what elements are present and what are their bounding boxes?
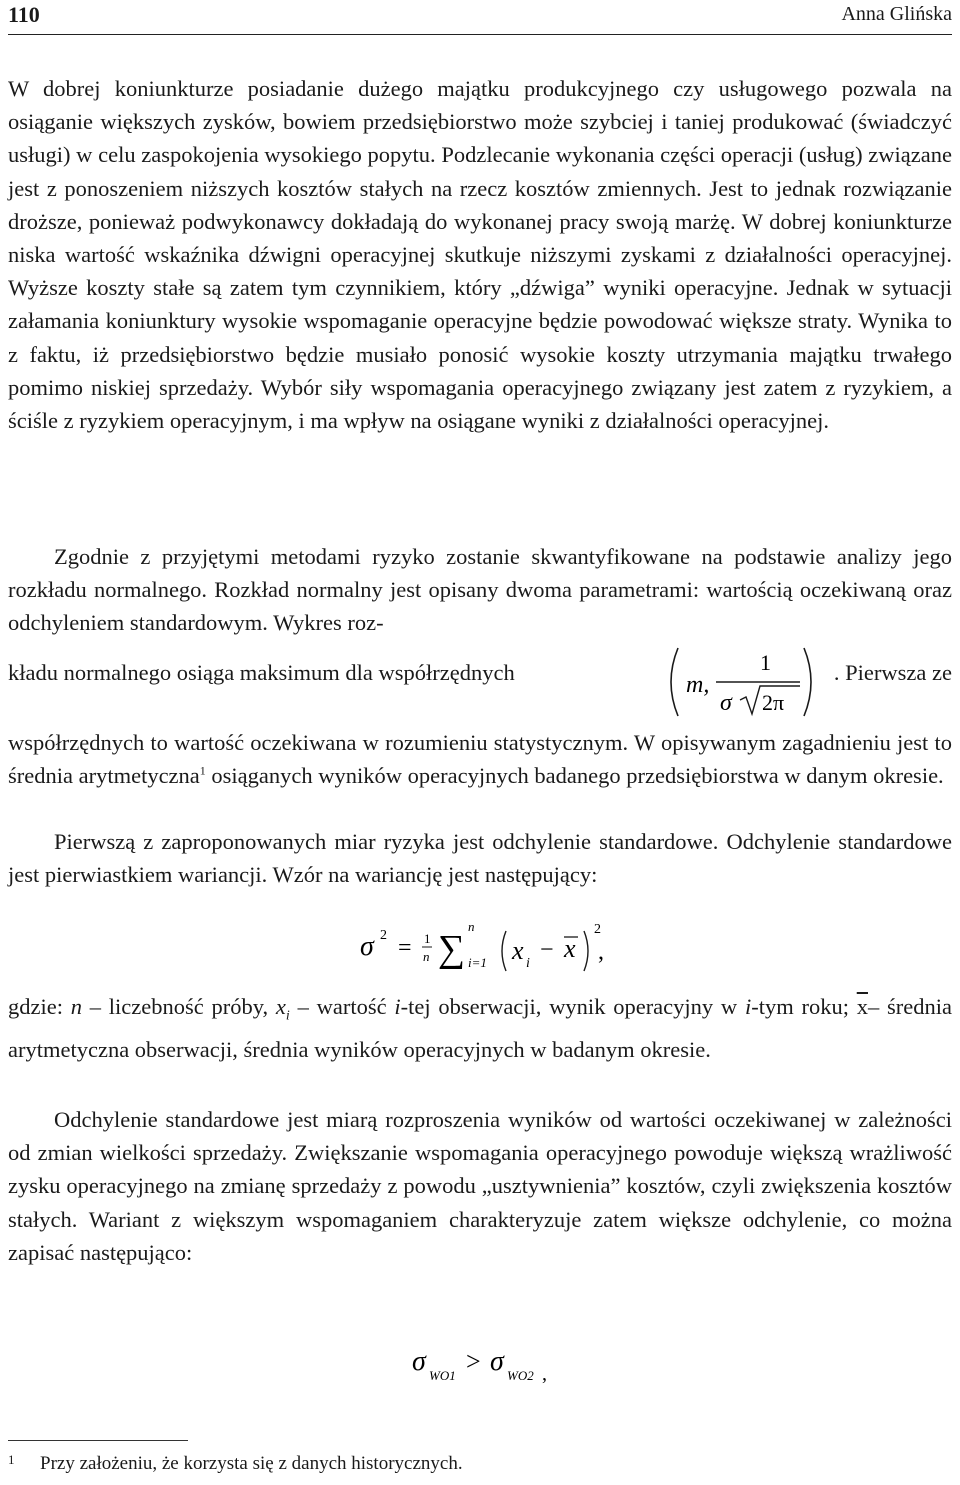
paragraph-dispersion: Odchylenie standardowe jest miarą rozproszenia wyników od wartości oczekiwanej w zależności od zmian wielkości sprzedaży. Zwiększanie wspomagania operacyjnego powoduje większą wrażliwość zysku operacyjnego na zmianę sprzedaży z powodu „usztywnienia” kosztów, czyli zwiększenia kosztów stałych. Wariant z większym wspomaganiem charakteryzuje zatem większe odchylenie, co można zapisać następująco: (8, 1107, 952, 1265)
var-sum-bottom: i=1 (468, 955, 487, 970)
p5-mean: – średnia arytmetyczna obserwacji, średnia wyników operacyjnych w badanym okresie. (8, 994, 952, 1062)
coord-sigma: σ (720, 690, 732, 716)
var-n: n (423, 949, 430, 964)
running-head-author: Anna Glińska (841, 3, 952, 25)
p5-i-th: i (394, 994, 401, 1019)
var-one: 1 (424, 931, 431, 946)
p5-where: gdzie: (8, 994, 71, 1019)
variance-formula (358, 915, 618, 985)
final-sigma-2: σ (490, 1346, 504, 1377)
final-sub-1: WO1 (429, 1368, 456, 1383)
coord-m: m, (686, 672, 710, 698)
p5-observation: -tej obserwacji, wynik operacyjny w (400, 994, 745, 1019)
page-header (8, 0, 952, 35)
paragraph-standard-deviation: Pierwszą z zaproponowanych miar ryzyka jest odchylenie standardowe. Odchylenie standardowe jest pierwiastkiem wariancji. Wzór na wariancję jest następujący: (8, 829, 952, 888)
var-x-sub: i (526, 956, 530, 971)
paragraph-leverage: W dobrej koniunkturze posiadanie dużego majątku produkcyjnego czy usługowego pozwala na osiąganie większych zysków, bowiem przedsiębiorstwo może szybciej i taniej produkować (świadczyć usługi) w celu zaspokojenia wysokiego popytu. Podzlecanie wykonania części operacji (usług) związane jest z ponoszeniem niższych kosztów stałych na rzecz kosztów zmiennych. Jest to jednak rozwiązanie droższe, ponieważ podwykonawcy dokładają do wykonanej pracy swoją marżę. W dobrej koniunkturze niska wartość wskaźnika dźwigni operacyjnej skutkuje niższymi zyskami z działalności operacyjnej. Wyższe koszty stałe są zatem tym czynnikiem, który „dźwiga” wyniki operacyjne. Jednak w sytuacji załamania koniunktury wysokie wspomaganie operacyjne będzie powodować większe straty. Wynika to z faktu, iż przedsiębiorstwo będzie musiało ponosić wysokie koszty utrzymania majątku trwałego pomimo niskiej sprzedaży. Wybór siły wspomagania operacyjnego związany jest zatem z ryzykiem, a ściśle z ryzykiem operacyjnym, i ma wpływ na osiągane wyniki z działalności operacyjnej. (8, 76, 952, 434)
p3-text-b: osiąganych wyników operacyjnych badanego przedsiębiorstwa w danym okresie. (205, 763, 944, 789)
final-sigma-1: σ (412, 1346, 426, 1377)
footnote-rule (8, 1440, 188, 1441)
var-left-paren (502, 931, 506, 971)
p5-xbar: $\overline{x}$ (856, 994, 868, 1019)
footnote-mark: 1 (8, 1452, 15, 1467)
var-xbar: x (564, 934, 576, 963)
left-paren (671, 648, 678, 716)
var-minus: − (540, 937, 554, 963)
p5-year: -tym roku; (751, 994, 857, 1019)
final-comma: , (542, 1363, 547, 1385)
p5-x-subscript: i (285, 1008, 290, 1024)
coordinates-tail-text: . Pierwsza ze (833, 660, 952, 685)
paragraph-expected-value (8, 726, 952, 792)
var-x: x (512, 936, 524, 965)
var-right-paren (584, 931, 588, 971)
var-comma: , (598, 939, 604, 965)
coord-numerator: 1 (760, 650, 771, 675)
var-outer-squared: 2 (594, 922, 601, 937)
footnote-ref: 1 (199, 763, 206, 778)
final-greater-than: > (466, 1347, 481, 1376)
p5-x: x (275, 994, 286, 1019)
final-sub-2: WO2 (507, 1368, 534, 1383)
page-number: 110 (8, 2, 40, 27)
paragraph-variance-legend (8, 990, 952, 1066)
right-paren (804, 648, 811, 716)
coordinates-lead-text: kładu normalnego osiąga maksimum dla współrzędnych (8, 660, 515, 685)
max-coordinates-formula (664, 642, 818, 722)
var-sum: ∑ (438, 928, 466, 970)
var-sum-top: n (468, 919, 475, 934)
coordinates-line (8, 642, 952, 722)
sigma-comparison-formula (410, 1340, 580, 1390)
var-sigma: σ (360, 931, 374, 962)
p5-value-of: – wartość (289, 994, 395, 1019)
var-equals: = (398, 935, 412, 961)
paragraph-normal-distribution: Zgodnie z przyjętymi metodami ryzyko zostanie skwantyfikowane na podstawie analizy jego rozkładu normalnego. Rozkład normalny jest opisany dwoma parametrami: wartością oczekiwaną oraz odchyleniem standardowym. Wykres roz- (8, 544, 952, 636)
footnote-text: Przy założeniu, że korzysta się z danych historycznych. (40, 1453, 463, 1474)
var-squared: 2 (380, 928, 387, 943)
p3-text-a: współrzędnych to wartość oczekiwana w rozumieniu statystycznym. W opisywanym zagadnieniu jest to średnia arytmetyczna (8, 730, 952, 789)
p5-sample-size: – liczebność próby, (82, 994, 276, 1019)
p5-i-year: i (744, 994, 752, 1019)
p5-n: n (70, 994, 82, 1019)
coord-two-pi: 2π (762, 690, 785, 715)
